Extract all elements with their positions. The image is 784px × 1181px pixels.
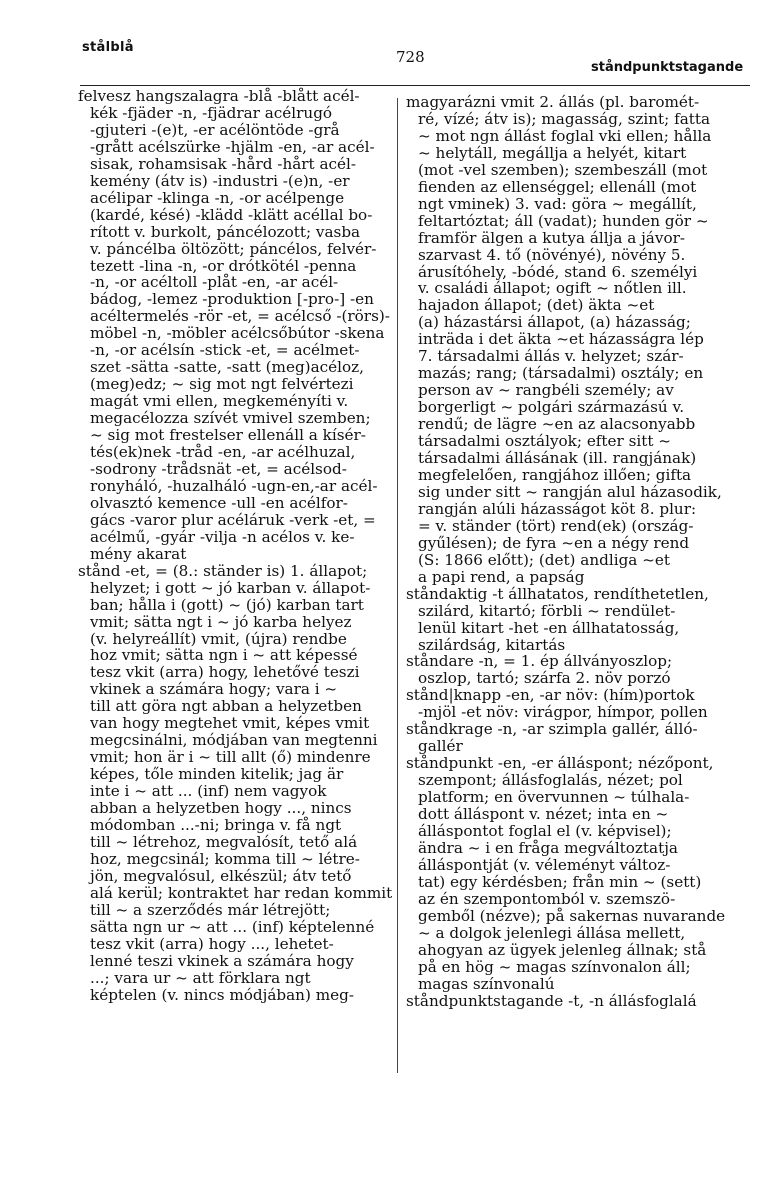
dictionary-line: társadalmi osztályok; efter sitt ~ [418,432,672,451]
dictionary-line: -gjuteri -(e)t, -er acélöntöde -grå [90,120,340,139]
dictionary-line: mény akarat [90,544,187,563]
header-rule [80,85,750,86]
dictionary-line: módomban ...-ni; bringa v. få ngt [90,815,342,834]
dictionary-line: på en hög ~ magas színvonalon áll; [418,957,691,976]
dictionary-line: magát vmi ellen, megkeményíti v. [90,392,349,411]
dictionary-line: = v. ständer (tört) rend(ek) (ország- [418,516,694,535]
dictionary-line: ronyháló, -huzalháló -ugn-en,-ar acél- [90,476,378,495]
dictionary-line: ~ sig mot frestelser ellenáll a kísér- [90,426,366,445]
dictionary-line: vmit; sätta ngt i ~ jó karba helyez [90,612,352,631]
dictionary-line: (kardé, késé) -klädd -klätt acéllal bo- [90,205,373,224]
dictionary-line: v. páncélba öltözött; páncélos, felvér- [90,239,377,258]
dictionary-line: árusítóhely, -bódé, stand 6. személyi [418,262,698,281]
dictionary-line: helyzet; i gott ~ jó karban v. állapot- [90,578,371,597]
dictionary-line: szempont; állásfoglalás, nézet; pol [418,771,683,790]
dictionary-line: álláspontot foglal el (v. képvisel); [418,821,672,840]
dictionary-line: tat) egy kérdésben; från min ~ (sett) [418,872,702,891]
dictionary-line: borgerligt ~ polgári származású v. [418,398,685,417]
dictionary-line: ändra ~ i en fråga megváltoztatja [418,838,678,857]
dictionary-line: acéltermelés -rör -et, = acélcső -(rörs)- [90,307,390,326]
dictionary-line: az én szempontomból v. szemszö- [418,889,676,908]
dictionary-line: ståndaktig -t állhatatos, rendíthetetlen, [406,584,709,603]
dictionary-line: kék -fjäder -n, -fjädrar acélrugó [90,103,333,122]
dictionary-line: ban; hålla i (gott) ~ (jó) karban tart [90,595,364,614]
dictionary-line: vmit; hon är i ~ till allt (ő) mindenre [90,748,371,767]
dictionary-line: képes, tőle minden kitelik; jag är [90,765,344,784]
left-running-headword: stålblå [82,40,134,55]
dictionary-line: képtelen (v. nincs módjában) meg- [90,985,354,1004]
dictionary-line: abban a helyzetben hogy ..., nincs [90,799,352,818]
dictionary-line: (v. helyreállít) vmit, (újra) rendbe [90,629,347,648]
dictionary-line: gemből (nézve); på sakernas nuvarande [418,906,726,925]
dictionary-line: gács -varor plur acéláruk -verk -et, = [90,510,376,529]
right-column [406,94,756,1009]
dictionary-line: rangján alúli házasságot köt 8. plur: [418,499,697,518]
dictionary-line: till ~ a szerződés már létrejött; [90,900,331,919]
dictionary-line: alá kerül; kontraktet har redan kommit [90,883,393,902]
dictionary-line: ré, vízé; átv is); magasság, szint; fatta [418,109,711,128]
dictionary-line: olvasztó kemence -ull -en acélfor- [90,493,348,512]
dictionary-line: van hogy megtehet vmit, képes vmit [90,714,370,733]
dictionary-line: (meg)edz; ~ sig mot ngt felvértezi [90,375,354,394]
dictionary-line: hoz, megcsinál; komma till ~ létre- [90,849,360,868]
dictionary-line: ståndkrage -n, -ar szimpla gallér, álló- [406,720,698,739]
dictionary-line: ~ mot ngn állást foglal vki ellen; hålla [418,126,712,145]
dictionary-line: platform; en övervunnen ~ túlhala- [418,788,690,807]
dictionary-line: sig under sitt ~ rangján alul házasodik, [418,482,722,501]
dictionary-line: megacélozza szívét vmivel szemben; [90,409,371,428]
dictionary-line: inte i ~ att ... (inf) nem vagyok [90,782,327,801]
dictionary-line: rított v. burkolt, páncélozott; vasba [90,222,361,241]
dictionary-line: möbel -n, -möbler acélcsőbútor -skena [90,324,385,343]
dictionary-line: -mjöl -et növ: virágpor, hímpor, pollen [418,703,708,722]
dictionary-line: ngt vminek) 3. vad: göra ~ megállít, [418,194,697,213]
dictionary-line: lenné teszi vkinek a számára hogy [90,951,354,970]
dictionary-line: mazás; rang; (társadalmi) osztály; en [418,364,704,383]
dictionary-line: gyűlésen); de fyra ~en a négy rend [418,533,690,552]
dictionary-line: megcsinálni, módjában van megtenni [90,731,378,750]
page-header [0,0,784,90]
dictionary-line: ~ a dolgok jelenlegi állása mellett, [418,923,686,942]
dictionary-line: till att göra ngt abban a helyzetben [90,697,362,716]
dictionary-line: ...; vara ur ~ att förklara ngt [90,968,311,987]
page-number: 728 [396,48,425,66]
dictionary-line: a papi rend, a papság [418,567,585,586]
left-column [78,87,393,1004]
dictionary-line: szet -sätta -satte, -satt (meg)acéloz, [90,358,364,377]
dictionary-line: magyarázni vmit 2. állás (pl. baromét- [406,93,700,111]
dictionary-line: oszlop, tartó; szárfa 2. növ porzó [418,669,671,688]
dictionary-line: 7. társadalmi állás v. helyzet; szár- [418,347,684,366]
dictionary-line: jön, megvalósul, elkészül; átv tető [90,866,352,885]
dictionary-line: fienden az ellenséggel; ellenáll (mot [418,177,697,196]
dictionary-line: v. családi állapot; ogift ~ nőtlen ill. [418,279,687,298]
dictionary-line: szarvast 4. tő (növényé), növény 5. [418,245,686,264]
dictionary-line: ståndare -n, = 1. ép állványoszlop; [406,652,673,671]
dictionary-line: sisak, rohamsisak -hård -hårt acél- [90,154,357,173]
dictionary-line: tezett -lina -n, -or drótkötél -penna [90,256,357,275]
dictionary-line: stånd|knapp -en, -ar növ: (hím)portok [406,686,695,705]
dictionary-line: -n, -or acélsín -stick -et, = acélmet- [90,341,360,360]
dictionary-line: hoz vmit; sätta ngn i ~ att képessé [90,646,358,665]
dictionary-line: feltartóztat; áll (vadat); hunden gör ~ [418,211,709,230]
right-running-headword: ståndpunktstagande [591,60,744,75]
dictionary-line: bádog, -lemez -produktion [-pro-] -en [90,290,374,309]
dictionary-line: inträda i det äkta ~et házasságra lép [418,330,704,349]
dictionary-line: lenül kitart -het -en állhatatosság, [418,618,680,637]
dictionary-line: -grått acélszürke -hjälm -en, -ar acél- [90,137,375,156]
dictionary-line: álláspontját (v. véleményt változ- [418,855,671,874]
column-separator [397,98,398,1073]
dictionary-line: (a) házastársi állapot, (a) házasság; [418,313,691,332]
dictionary-line: szilárdság, kitartás [418,635,566,654]
dictionary-line: stånd -et, = (8.: ständer is) 1. állapot; [78,561,368,580]
dictionary-line: person av ~ rangbéli személy; av [418,381,674,400]
dictionary-line: sätta ngn ur ~ att ... (inf) képtelenné [90,917,375,936]
dictionary-line: -n, -or acéltoll -plåt -en, -ar acél- [90,273,339,292]
dictionary-line: megfelelően, rangjához illően; gifta [418,465,692,484]
dictionary-line: ~ helytáll, megállja a helyét, kitart [418,143,687,162]
dictionary-line: társadalmi állásának (ill. rangjának) [418,449,697,468]
dictionary-line: dott álláspont v. nézet; inta en ~ [418,805,669,824]
dictionary-line: gallér [418,737,463,756]
dictionary-line: felvesz hangszalagra -blå -blått acél- [78,87,360,105]
dictionary-line: ståndpunktstagande -t, -n állásfoglalá [406,991,697,1010]
dictionary-line: tés(ek)nek -tråd -en, -ar acélhuzal, [90,443,356,462]
dictionary-line: szilárd, kitartó; förbli ~ rendület- [418,601,676,620]
dictionary-line: rendű; de lägre ~en az alacsonyabb [418,415,696,434]
dictionary-line: kemény (átv is) -industri -(e)n, -er [90,171,350,190]
dictionary-line: tesz vkit (arra) hogy ..., lehetet- [90,934,334,953]
dictionary-line: till ~ létrehoz, megvalósít, tető alá [90,832,358,851]
dictionary-line: vkinek a számára hogy; vara i ~ [90,680,338,699]
dictionary-line: -sodrony -trådsnät -et, = acélsod- [90,459,347,478]
dictionary-line: (mot -vel szemben); szembeszáll (mot [418,160,708,179]
dictionary-line: magas színvonalú [418,974,555,993]
dictionary-line: ahogyan az ügyek jelenleg állnak; stå [418,940,707,959]
dictionary-line: acélmű, -gyár -vilja -n acélos v. ke- [90,527,355,546]
dictionary-line: acélipar -klinga -n, -or acélpenge [90,188,345,207]
dictionary-line: (S: 1866 előtt); (det) andliga ~et [418,550,671,569]
dictionary-line: framför älgen a kutya állja a jávor- [418,228,685,247]
dictionary-line: tesz vkit (arra) hogy, lehetővé teszi [90,663,360,682]
dictionary-line: ståndpunkt -en, -er álláspont; nézőpont, [406,754,714,773]
dictionary-line: hajadon állapot; (det) äkta ~et [418,296,655,315]
